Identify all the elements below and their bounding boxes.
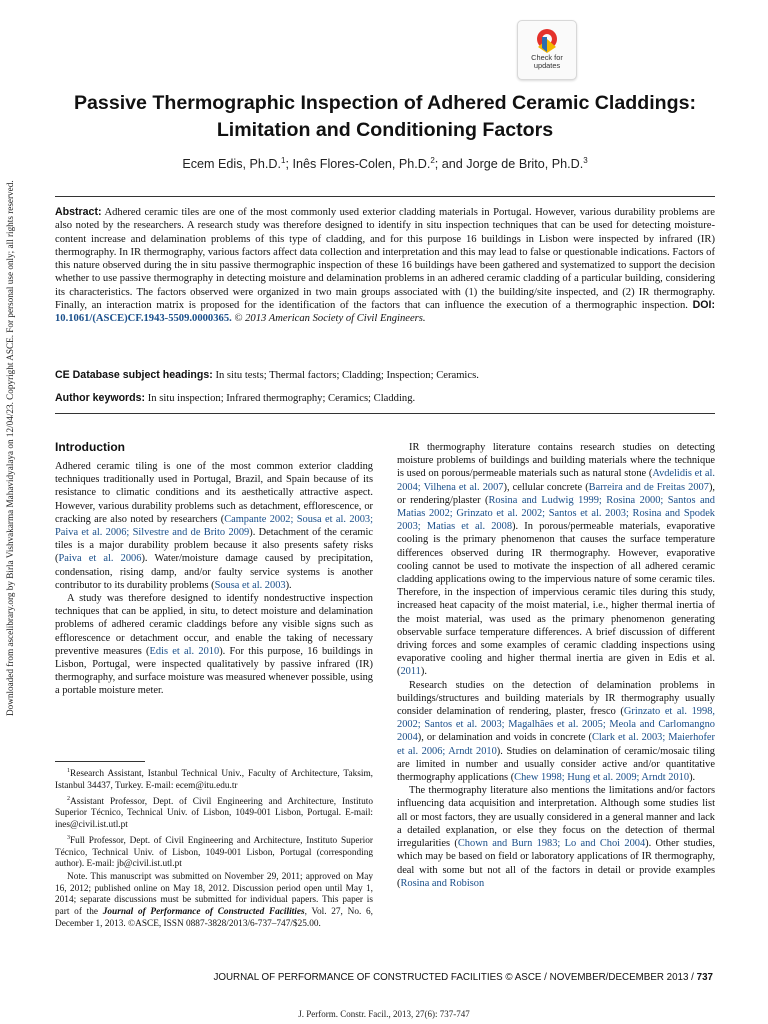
- author-list: [60, 156, 710, 171]
- left-column: [55, 460, 373, 698]
- journal-footer: JOURNAL OF PERFORMANCE OF CONSTRUCTED FACILITIES © ASCE / NOVEMBER/DECEMBER 2013 /: [213, 972, 694, 983]
- citation-link[interactable]: Campante 2002; Sousa et al. 2003; Paiva et al. 2006; Silvestre and de Brito 2009: [55, 513, 374, 539]
- page-number: 737: [696, 972, 713, 983]
- check-for-updates-badge[interactable]: [517, 20, 577, 80]
- right-column: [397, 441, 715, 890]
- check-updates-icon: [535, 27, 559, 53]
- doi-label: DOI:: [692, 299, 715, 312]
- author-3-mark: 3: [583, 156, 588, 165]
- citation-link[interactable]: Edis et al. 2010: [149, 645, 220, 657]
- intro-paragraph-1: Adhered ceramic tiling is one of the most common exterior cladding techniques traditionally used in Portugal, Brazil, and Spain because of its resistance to climatic conditions and its aesthetically attractive aspect. However, various durability problems such as detachment, efflorescence, or cracking are also noted by researchers (Campante 2002; Sousa et al. 2003; Paiva et al. 2006; Silvestre and de Brito 2009). Detachment of the ceramic tiles is a major durability problem because it also presents safety risks (Paiva et al. 2006). Water/moisture damage caused by precipitation, condensation, rising damp, and/or faulty service systems is another contributor to its durability problems (Sousa et al. 2003).: [55, 461, 374, 591]
- author-keywords-text: In situ inspection; Infrared thermography; Ceramics; Cladding.: [147, 393, 416, 404]
- citation-link[interactable]: Barreira and de Freitas 2007: [588, 481, 709, 493]
- top-rule: [55, 196, 715, 197]
- download-notice: Downloaded from ascelibrary.org by Birla Vishvakarma Mahavidyalaya on 12/04/23. Copyright ASCE. For personal use only; all rights reserved.: [5, 180, 15, 716]
- right-paragraph-1: IR thermography literature contains research studies on detecting moisture problems of buildings and building materials where the technique is used on porous/permeable materials such as natural stone (Avdelidis et al. 2004; Vilhena et al. 2007), cellular concrete (Barreira and de Freitas 2007), or rendering/plaster (Rosina and Ludwig 1999; Rosina 2000; Santos and Matias 2002; Grinzato et al. 2002; Santos et al. 2003; Rosina and Spodek 2003; Matias et al. 2008). In porous/permeable materials, evaporative cooling is the primary phenomenon that causes the surface temperature differences observed during IR thermography. However, evaporative cooling cannot be used to motivate the inspection of all adhered ceramic cladding applications owing to the impervious nature of some ceramic tiles. Therefore, in the inspection of impervious ceramic tiles during this study, increased heat capacity of the moist material, i.e., higher thermal inertia of the moist material, was used as the primary phenomenon generating observable surface temperature differences. A brief discussion of different driving forces and some examples of ceramic cladding inspections using evaporative cooling and higher thermal inertia are given in Edis et al. (2011).: [397, 442, 716, 678]
- abstract-label: Abstract:: [55, 206, 102, 218]
- right-paragraph-2: Research studies on the detection of delamination problems in buildings/structures and building materials by IR thermography usually consider delamination of rendering, plaster, fresco (Grinzato et al. 1998, 2002; Santos et al. 2003; Magalhães et al. 2005; Meola and Carlomangno 2004), or delamination and voids in concrete (Clark et al. 2003; Maierhofer et al. 2006; Arndt 2010). Studies on delamination of ceramic/mosaic tiling are limited in number and usually consider active and/or quantitative thermography applications (Chew 1998; Hung et al. 2009; Arndt 2010).: [397, 679, 715, 784]
- author-keywords-label: Author keywords:: [55, 392, 146, 404]
- citation-link[interactable]: Chew 1998; Hung et al. 2009; Arndt 2010: [514, 772, 690, 784]
- footnote-3: $^3$Full Professor, Dept. of Civil Engineering and Architecture, Instituto Superior Técnico, Technical Univ. of Lisbon, 1049-001 Lisbon, Portugal (corresponding author). E-mail: jb@civil.ist.utl.pt: [55, 834, 373, 870]
- author-2: ; Inês Flores-Colen, Ph.D.: [285, 157, 431, 172]
- abstract-copyright: © 2013 American Society of Civil Engineers.: [234, 313, 426, 325]
- abstract: [55, 206, 715, 326]
- author-1: Ecem Edis, Ph.D.: [182, 157, 281, 172]
- citation-link[interactable]: Rosina and Robison: [400, 877, 485, 889]
- badge-line-1: Check for: [531, 53, 563, 62]
- citation-line: J. Perform. Constr. Facil., 2013, 27(6): 737-747: [298, 1009, 470, 1019]
- subject-headings-label: CE Database subject headings:: [55, 369, 213, 381]
- submission-note: Note. This manuscript was submitted on November 29, 2011; approved on May 16, 2012; published online on May 18, 2012. Discussion period open until May 1, 2014; separate discussions must be submitted for individual papers. This paper is part of the Journal of Performance of Constructed Facilities, Vol. 27, No. 6, December 1, 2013. ©ASCE, ISSN 0887-3828/2013/6-737–747/$25.00.: [55, 871, 373, 929]
- citation-link[interactable]: Sousa et al. 2003: [214, 579, 286, 591]
- footnotes: [55, 766, 373, 931]
- introduction-heading: Introduction: [55, 440, 125, 454]
- badge-line-2: updates: [533, 61, 561, 70]
- citation-link[interactable]: Avdelidis et al. 2004; Vilhena et al. 2007: [397, 468, 715, 493]
- footnote-2: $^2$Assistant Professor, Dept. of Civil Engineering and Architecture, Instituto Superior Técnico, Technical Univ. of Lisbon, 1049-001 Lisbon, Portugal. E-mail: ines@civil.ist.utl.pt: [55, 795, 373, 830]
- abstract-bottom-rule: [55, 413, 715, 414]
- citation-link[interactable]: Chown and Burn 1983; Lo and Choi 2004: [457, 838, 646, 850]
- citation-link[interactable]: 2011: [400, 666, 421, 678]
- citation-link[interactable]: Paiva et al. 2006: [58, 553, 142, 565]
- subject-headings: [55, 369, 715, 382]
- running-footer: [55, 972, 713, 983]
- footnote-rule: [55, 761, 145, 762]
- citation-link[interactable]: Clark et al. 2003; Maierhofer et al. 2006; Arndt 2010: [397, 732, 715, 757]
- abstract-text: Adhered ceramic tiles are one of the most commonly used exterior cladding materials in Portugal. However, various durability problems are also noted by the researchers. A research study was therefore designed to identify in situ inspection techniques that can be used for detecting moisture-content increase and delamination problems of this type of cladding, and for this purpose 16 buildings in Lisbon were inspected by infrared (IR) thermography. In IR thermography, various factors affect data collection and interpretation and this may lead to false or questionable indications. Factors of this nature observed during the in situ passive thermographic inspection of these 16 buildings have been gathered and systematized to support the decision whether to use passive thermography in detecting moisture and delamination problems in an adhered ceramic cladding of a particular building, considering its characteristics. The factors observed were organized in two main groups associated with (1) the building/site inspected, and (2) IR thermography. Finally, an interaction matrix is proposed for the identification of the factors that can influence the execution of a thermographic inspection.: [55, 207, 715, 312]
- footnote-1: $^1$Research Assistant, Istanbul Technical Univ., Faculty of Architecture, Taksim, Istanbul 34437, Turkey. E-mail: ecem@itu.edu.tr: [55, 768, 373, 791]
- author-3: ; and Jorge de Brito, Ph.D.: [434, 157, 584, 172]
- right-paragraph-3: The thermography literature also mentions the limitations and/or factors influencing data acquisition and interpretation. Although some studies list all or most factors, they are usually considered in a general manner and lack a detailed explanation, or else they focus on the detection of thermal irregularities (Chown and Burn 1983; Lo and Choi 2004). Other studies, which may be based on field or laboratory applications of IR thermography, deal with some but not all of the factors in detail or provide examples (Rosina and Robison: [397, 785, 715, 889]
- author-keywords: [55, 392, 715, 405]
- subject-headings-text: In situ tests; Thermal factors; Cladding; Inspection; Ceramics.: [215, 370, 479, 381]
- intro-paragraph-2: A study was therefore designed to identify nondestructive inspection techniques that can be applied, in situ, to detect moisture and delamination problems of adhered ceramic claddings before any visible signs such as efflorescence or detachment occur, and enable the taking of necessary preventive measures (Edis et al. 2010). For this purpose, 16 buildings in Lisbon, Portugal, were inspected qualitatively by passive infrared (IR) thermography, and surface moisture was measured whenever possible, using a portable moisture meter.: [55, 593, 373, 697]
- doi-link[interactable]: 10.1061/(ASCE)CF.1943-5509.0000365.: [55, 313, 232, 325]
- paper-title: Passive Thermographic Inspection of Adhered Ceramic Claddings: Limitation and Conditioning Factors: [73, 92, 697, 141]
- author-2-mark: 2: [430, 156, 435, 165]
- citation-link[interactable]: Grinzato et al. 1998, 2002; Santos et al. 2003; Magalhães et al. 2005; Meola and Carlomangno 2004: [397, 706, 715, 744]
- author-1-mark: 1: [281, 156, 286, 165]
- citation-link[interactable]: Rosina and Ludwig 1999; Rosina 2000; Santos and Matias 2002; Grinzato et al. 2002; Santos et al. 2003; Rosina and Spodek 2003; Matias et al. 2008: [397, 494, 715, 533]
